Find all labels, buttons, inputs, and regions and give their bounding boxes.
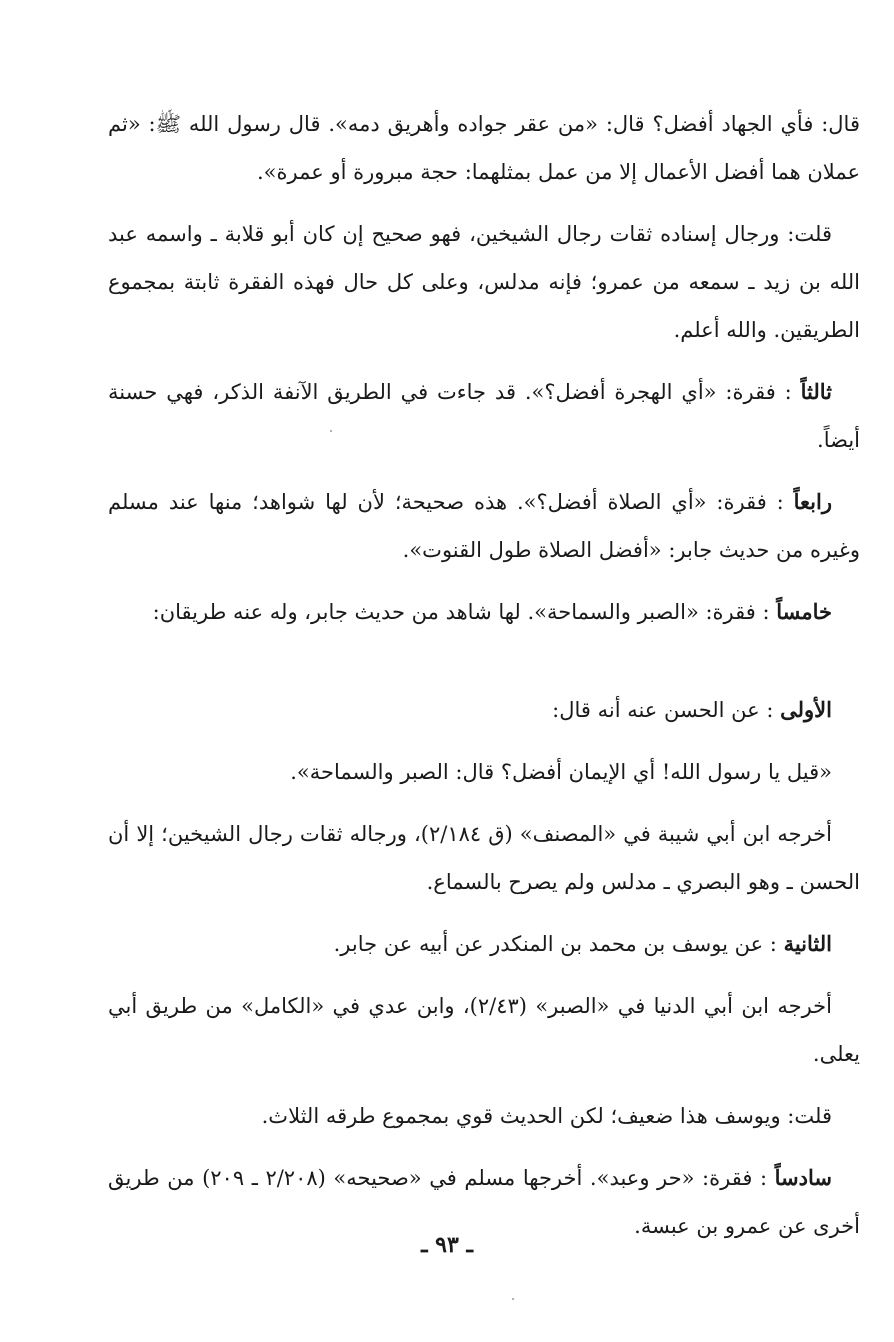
paragraph-9: [108, 810, 860, 906]
paragraph-3: [108, 368, 860, 464]
page-number: ـ ٩٣ ـ: [421, 1232, 473, 1258]
paragraph-text: أخرجه ابن أبي شيبة في «المصنف» (ق ٢/١٨٤)، ورجاله ثقات رجال الشيخين؛ إلا أن الحسن ـ وهو البصري ـ مدلس ولم يصرح بالسماع.: [108, 822, 860, 894]
paragraph-text: : فقرة: «أي الهجرة أفضل؟». قد جاءت في الطريق الآنفة الذكر، فهي حسنة أيضاً.: [108, 380, 860, 452]
paragraph-text: : فقرة: «أي الصلاة أفضل؟». هذه صحيحة؛ لأن لها شواهد؛ منها عند مسلم وغيره من حديث جابر: «أفضل الصلاة طول القنوت».: [108, 490, 860, 562]
paragraph-text: «قيل يا رسول الله! أي الإيمان أفضل؟ قال: الصبر والسماحة».: [290, 760, 832, 784]
paragraph-lead: خامساً: [776, 599, 832, 624]
paragraph-2: [108, 210, 860, 354]
paragraph-lead: ثالثاً: [800, 379, 832, 404]
paragraph-10: [108, 920, 860, 968]
paragraph-lead: الأولى: [780, 697, 832, 722]
paragraph-lead: الثانية: [783, 931, 832, 956]
scan-speck: [512, 1298, 514, 1300]
paragraph-text: : فقرة: «حر وعبد». أخرجها مسلم في «صحيحه» (٢/٢٠٨ ـ ٢٠٩) من طريق أخرى عن عمرو بن عبسة.: [108, 1166, 860, 1238]
page-body: [108, 100, 860, 1264]
paragraph-7: [108, 686, 860, 734]
paragraph-text: قلت: ورجال إسناده ثقات رجال الشيخين، فهو صحيح إن كان أبو قلابة ـ واسمه عبد الله بن زيد ـ سمعه من عمرو؛ فإنه مدلس، وعلى كل حال فهذه الفقرة ثابتة بمجموع الطريقين. والله أعلم.: [108, 222, 860, 342]
paragraph-4: [108, 478, 860, 574]
paragraph-8: [108, 748, 860, 796]
paragraph-lead: رابعاً: [793, 489, 832, 514]
paragraph-12: [108, 1092, 860, 1140]
section-gap: [108, 650, 860, 686]
paragraph-text: : فقرة: «الصبر والسماحة». لها شاهد من حديث جابر، وله عنه طريقان:: [152, 600, 770, 624]
paragraph-text: : عن الحسن عنه أنه قال:: [552, 698, 774, 722]
paragraph-text: أخرجه ابن أبي الدنيا في «الصبر» (٢/٤٣)، وابن عدي في «الكامل» من طريق أبي يعلى.: [108, 994, 860, 1066]
scan-speck: [330, 430, 332, 432]
paragraph-1: [108, 100, 860, 196]
paragraph-text: قلت: ويوسف هذا ضعيف؛ لكن الحديث قوي بمجموع طرقه الثلاث.: [261, 1104, 832, 1128]
paragraph-text: : عن يوسف بن محمد بن المنكدر عن أبيه عن جابر.: [333, 932, 777, 956]
paragraph-5: [108, 588, 860, 636]
paragraph-11: [108, 982, 860, 1078]
paragraph-lead: سادساً: [774, 1165, 832, 1190]
paragraph-text: قال: فأي الجهاد أفضل؟ قال: «من عقر جواده وأهريق دمه». قال رسول الله ﷺ: «ثم عملان هما أفضل الأعمال إلا من عمل بمثلهما: حجة مبرورة أو عمرة».: [108, 112, 860, 184]
